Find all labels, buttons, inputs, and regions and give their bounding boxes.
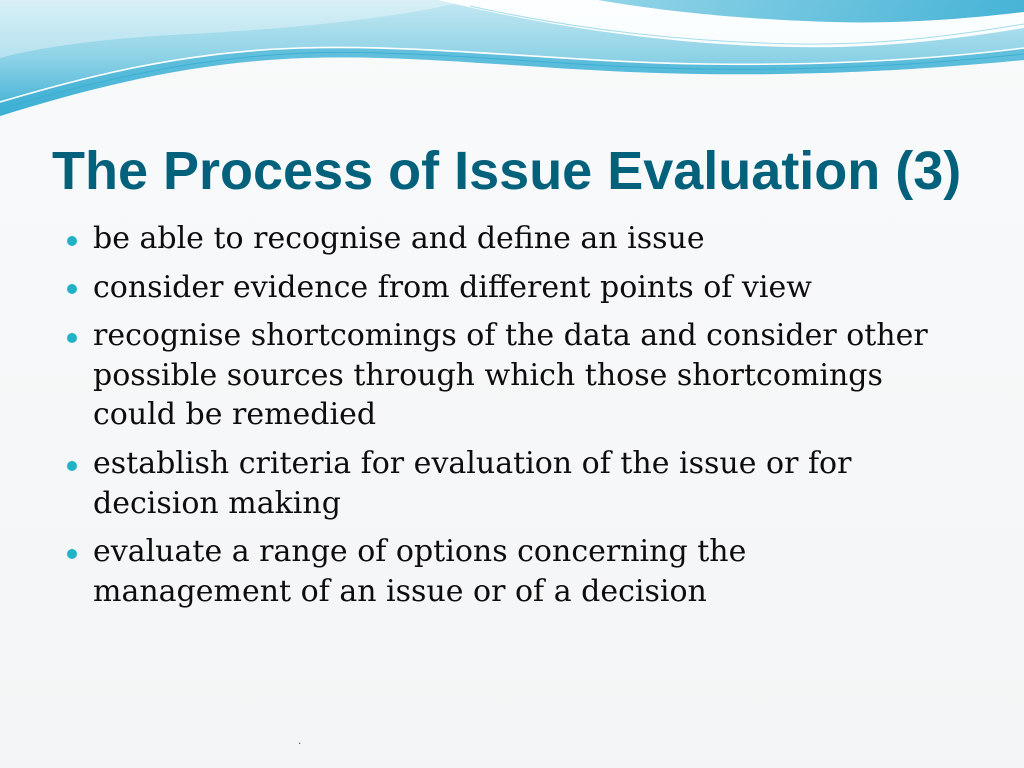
header-wave-decoration — [0, 0, 1024, 124]
bullet-dot-icon — [67, 333, 77, 343]
slide-title: The Process of Issue Evaluation (3) — [52, 141, 962, 201]
bullet-dot-icon — [67, 236, 77, 246]
footer-mark: . — [298, 733, 302, 747]
bullet-text-line: management of an issue or of a decision — [93, 573, 707, 609]
bullet-item — [0, 532, 1024, 611]
bullet-item — [0, 316, 1024, 435]
bullet-text-line: consider evidence from different points of view — [93, 269, 812, 305]
bullet-text-line: decision making — [93, 485, 341, 521]
bullet-dot-icon — [67, 549, 77, 559]
bullet-text-line: possible sources through which those shortcomings — [93, 357, 883, 393]
bullet-item — [0, 219, 1024, 259]
bullet-text-line: be able to recognise and define an issue — [93, 221, 705, 256]
bullet-item — [0, 268, 1024, 308]
bullet-dot-icon — [67, 461, 77, 471]
bullet-dot-icon — [67, 284, 77, 294]
bullet-text-line: establish criteria for evaluation of the issue or for — [93, 446, 852, 482]
bullet-text-line: recognise shortcomings of the data and consider other — [93, 318, 928, 354]
bullet-list — [0, 219, 1024, 620]
bullet-text-line: could be remedied — [93, 397, 377, 433]
bullet-text-line: evaluate a range of options concerning the — [93, 534, 747, 570]
bullet-item — [0, 444, 1024, 523]
